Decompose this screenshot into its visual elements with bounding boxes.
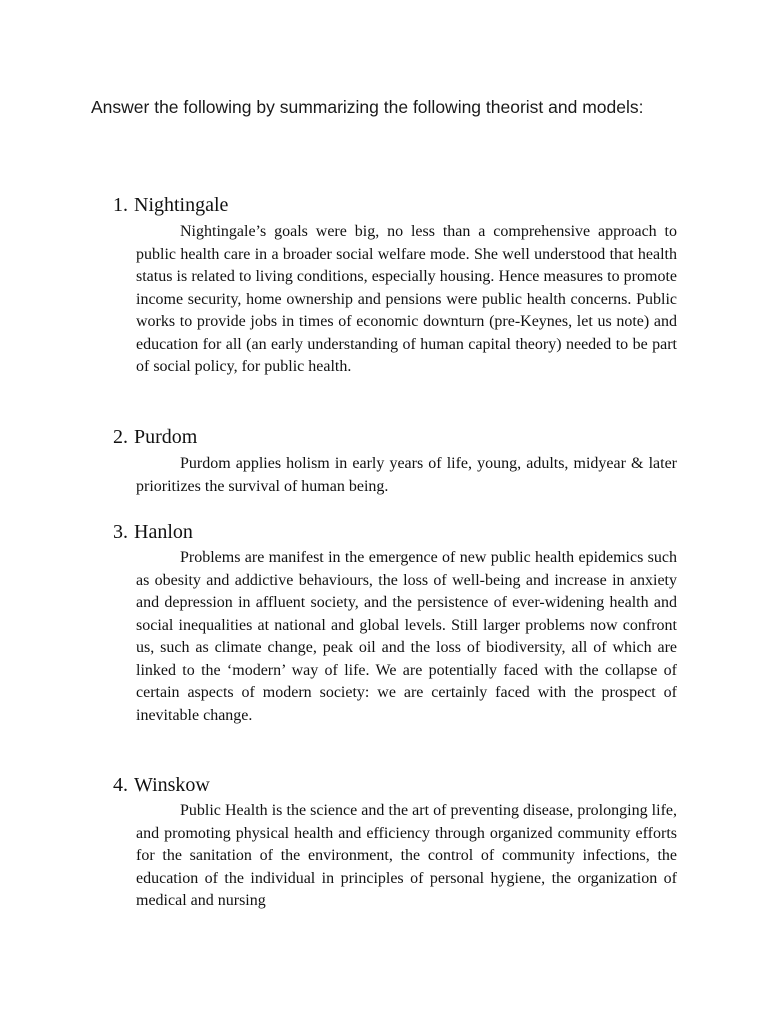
- section-number: 2.: [113, 426, 128, 448]
- section-title: Nightingale: [134, 194, 229, 216]
- section-number: 4.: [113, 774, 128, 796]
- section-body: Nightingale’s goals were big, no less than a comprehensive approach to public health care in a broader social welfare mode. She well understood that health status is related to living conditions, especially housing. Hence measures to promote income security, home ownership and pensions were public health concerns. Public works to provide jobs in times of economic downturn (pre-Keynes, let us note) and education for all (an early understanding of human capital theory) needed to be part of social policy, for public health.: [136, 223, 677, 375]
- section-number: 1.: [113, 194, 128, 216]
- section-heading: [113, 520, 193, 544]
- section-body: Purdom applies holism in early years of life, young, adults, midyear & later prioritizes the survival of human being.: [136, 455, 677, 495]
- section-heading: [113, 773, 210, 797]
- section-number: 3.: [113, 521, 128, 543]
- section-heading: [113, 425, 197, 449]
- section-body: Problems are manifest in the emergence of new public health epidemics such as obesity and addictive behaviours, the loss of well-being and increase in anxiety and depression in affluent society, and the persistence of ever-widening health and social inequalities at national and global levels. Still larger problems now confront us, such as climate change, peak oil and the loss of biodiversity, all of which are linked to the ‘modern’ way of life. We are potentially faced with the collapse of certain aspects of modern society: we are certainly faced with the prospect of inevitable change.: [136, 549, 677, 724]
- section-title: Hanlon: [134, 521, 193, 543]
- assignment-prompt: Answer the following by summarizing the following theorist and models:: [91, 97, 644, 117]
- section-body: Public Health is the science and the art of preventing disease, prolonging life, and promoting physical health and efficiency through organized community efforts for the sanitation of the environment, the control of community infections, the education of the individual in principles of personal hygiene, the organization of medical and nursing: [136, 802, 677, 909]
- section-title: Purdom: [134, 426, 198, 448]
- section-title: Winskow: [134, 774, 210, 796]
- section-heading: [113, 193, 228, 217]
